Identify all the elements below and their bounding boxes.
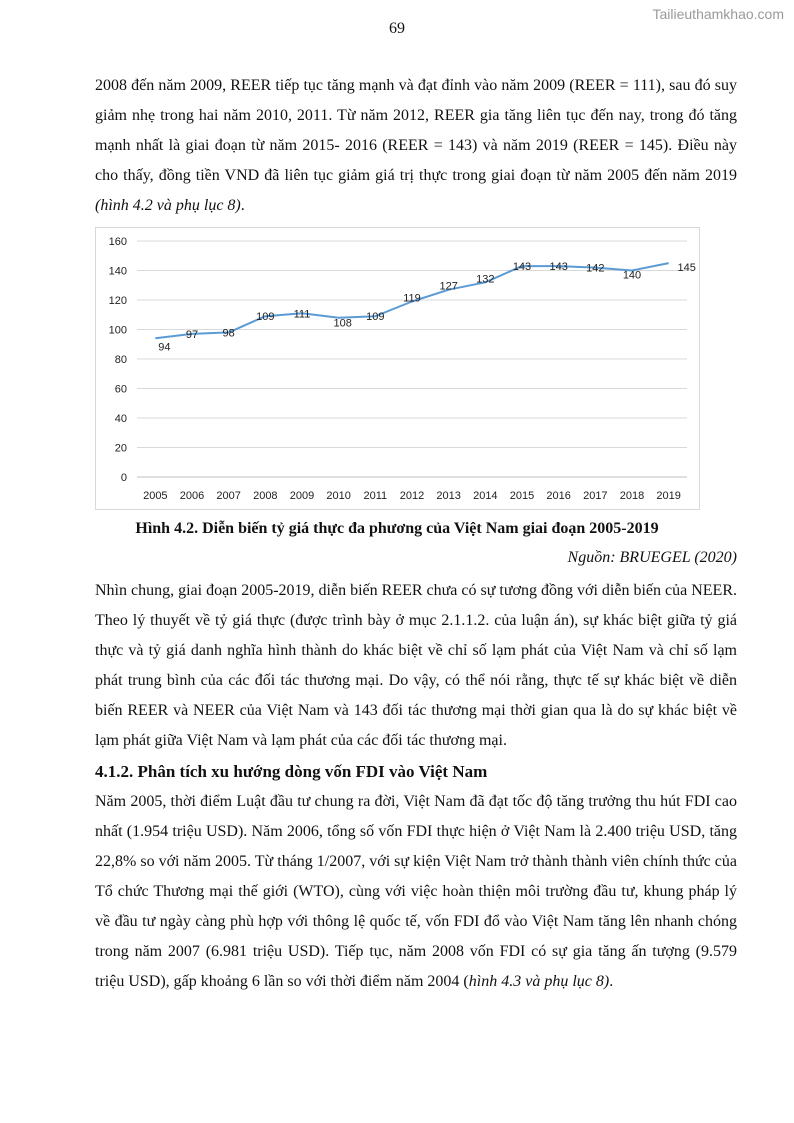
data-label: 109	[366, 311, 385, 324]
paragraph-reer-intro	[95, 71, 737, 221]
x-tick-label: 2005	[143, 490, 168, 502]
x-tick-label: 2013	[436, 490, 461, 502]
y-tick-label: 140	[108, 265, 127, 278]
data-label: 111	[293, 308, 311, 321]
figure-reference: hình 4.3 và phụ lục 8)	[468, 973, 610, 990]
x-tick-label: 2010	[326, 490, 351, 502]
reer-line-chart	[95, 227, 700, 510]
x-tick-label: 2014	[473, 490, 498, 502]
page-number: 69	[389, 20, 405, 37]
x-tick-label: 2015	[509, 490, 535, 502]
y-tick-label: 80	[114, 354, 127, 366]
paragraph-end: .	[609, 973, 614, 990]
data-label: 108	[333, 317, 352, 330]
x-tick-label: 2019	[656, 490, 681, 502]
paragraph-text: Năm 2005, thời điểm Luật đầu tư chung ra đời, Việt Nam đã đạt tốc độ tăng trưởng thu hút FDI cao nhất (1.954 triệu USD). Năm 2006, tổng số vốn FDI thực hiện ở Việt Nam là 2.400 triệu USD, tăng 22,8% so với năm 2005. Từ tháng 1/2007, với sự kiện Việt Nam trở thành thành viên chính thức của Tổ chức Thương mại thế giới (WTO), cùng với việc hoàn thiện môi trường đầu tư, khung pháp lý về đầu tư ngày càng phù hợp với thông lệ quốc tế, vốn FDI đổ vào Việt Nam tăng lên nhanh chóng trong năm 2007 (6.981 triệu USD). Tiếp tục, năm 2008 vốn FDI có sự gia tăng ấn tượng (9.579 triệu USD), gấp khoảng 6 lần so với thời điểm năm 2004 (	[95, 793, 737, 990]
figure-source: Nguồn: BRUEGEL (2020)	[567, 549, 737, 566]
data-label: 143	[512, 261, 532, 274]
x-tick-label: 2012	[399, 490, 425, 502]
data-label: 98	[222, 327, 235, 340]
data-label: 127	[439, 280, 458, 293]
y-tick-label: 160	[108, 236, 127, 248]
data-label: 109	[256, 311, 275, 324]
y-tick-label: 20	[114, 442, 127, 455]
paragraph-text: 2008 đến năm 2009, REER tiếp tục tăng mạnh và đạt đỉnh vào năm 2009 (REER = 111), sau đó suy giảm nhẹ trong hai năm 2010, 2011. Từ năm 2012, REER gia tăng liên tục đến nay, trong đó tăng mạnh nhất là giai đoạn từ năm 2015- 2016 (REER = 143) và năm 2019 (REER = 145). Điều này cho thấy, đồng tiền VND đã liên tục giảm giá trị thực trong giai đoạn từ năm 2005 đến năm 2019	[95, 77, 737, 184]
x-tick-label: 2016	[546, 490, 571, 502]
y-tick-label: 120	[108, 295, 127, 307]
x-tick-label: 2006	[179, 490, 205, 502]
paragraph-end: .	[240, 197, 245, 214]
data-label: 142	[586, 262, 605, 275]
data-label: 145	[677, 262, 696, 275]
paragraph-fdi	[95, 787, 737, 997]
figure-caption: Hình 4.2. Diễn biến tỷ giá thực đa phương của Việt Nam giai đoạn 2005-2019	[135, 520, 659, 537]
data-label: 132	[476, 273, 495, 286]
figure-reference: (hình 4.2 và phụ lục 8)	[95, 197, 241, 214]
section-heading: 4.1.2. Phân tích xu hướng dòng vốn FDI vào Việt Nam	[95, 762, 488, 781]
y-tick-label: 0	[120, 472, 127, 484]
x-tick-label: 2017	[583, 490, 608, 502]
x-tick-label: 2018	[619, 490, 645, 502]
watermark: Tailieuthamkhao.com	[652, 6, 784, 22]
data-label: 97	[185, 328, 199, 341]
x-tick-label: 2011	[363, 490, 388, 502]
y-tick-label: 40	[114, 413, 127, 425]
paragraph-reer-neer: Nhìn chung, giai đoạn 2005-2019, diễn biến REER chưa có sự tương đồng với diễn biến của NEER. Theo lý thuyết về tỷ giá thực (được trình bày ở mục 2.1.1.2. của luận án), sự khác biệt giữa tỷ giá thực và tỷ giá danh nghĩa hình thành do khác biệt về chỉ số lạm phát của Việt Nam và chỉ số lạm phát trung bình của các đối tác thương mại. Do vậy, có thể nói rằng, thực tế sự khác biệt về diễn biến REER và NEER của Việt Nam và 143 đối tác thương mại thời gian qua là do sự khác biệt về lạm phát giữa Việt Nam và lạm phát của các đối tác thương mại.	[95, 582, 737, 749]
data-label: 119	[403, 292, 421, 305]
y-tick-label: 100	[108, 324, 127, 337]
chart-canvas	[96, 228, 701, 511]
x-tick-label: 2008	[253, 490, 278, 502]
data-label: 143	[549, 261, 568, 274]
data-label: 140	[622, 269, 642, 282]
x-tick-label: 2007	[216, 490, 241, 502]
data-label: 94	[158, 341, 171, 354]
y-tick-label: 60	[114, 383, 127, 396]
x-tick-label: 2009	[289, 490, 315, 502]
